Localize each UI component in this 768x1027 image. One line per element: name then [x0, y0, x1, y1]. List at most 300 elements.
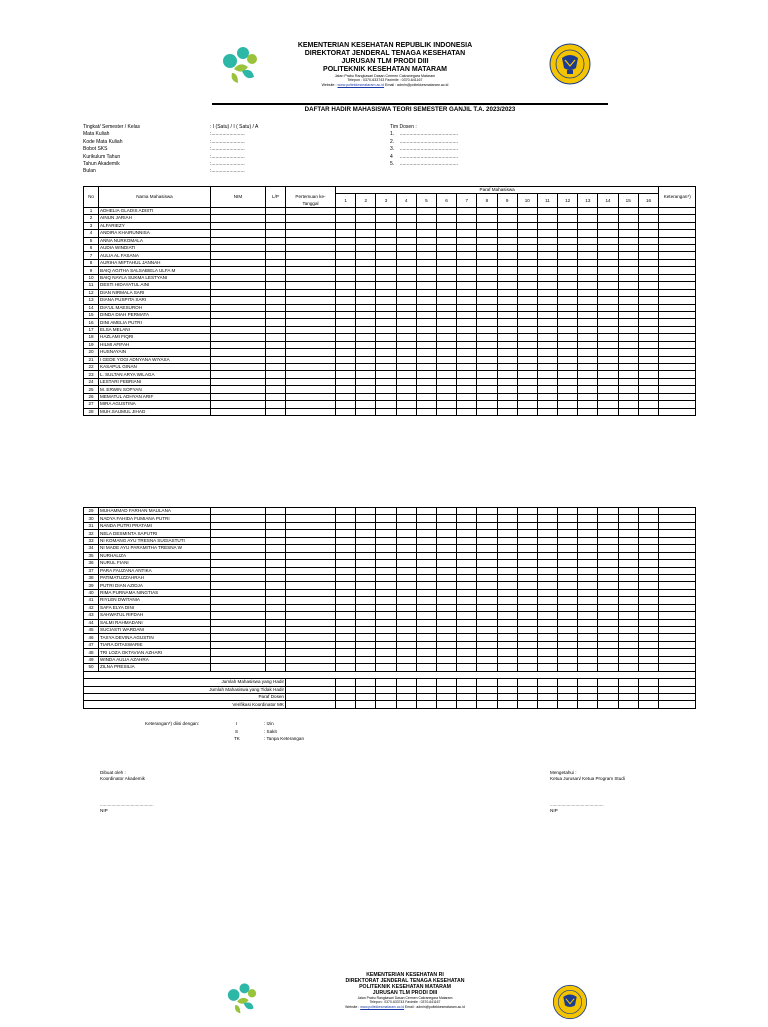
- paraf-cell: [477, 319, 497, 326]
- summary-cell: [376, 693, 396, 700]
- paraf-cell: [356, 522, 376, 529]
- summary-cell: [517, 686, 537, 693]
- meeting-number: 9: [497, 194, 517, 207]
- paraf-cell: [558, 259, 578, 266]
- paraf-cell: [618, 364, 638, 371]
- student-name: DIANA PUSPITA SARI: [99, 297, 211, 304]
- paraf-cell: [356, 634, 376, 641]
- gender-cell: [266, 319, 286, 326]
- summary-cell: [356, 693, 376, 700]
- paraf-cell: [457, 378, 477, 385]
- paraf-cell: [537, 356, 557, 363]
- paraf-cell: [376, 597, 396, 604]
- paraf-cell: [336, 560, 356, 567]
- paraf-cell: [396, 356, 416, 363]
- nim-cell: [211, 222, 266, 229]
- summary-cell: [436, 686, 456, 693]
- paraf-cell: [336, 371, 356, 378]
- gender-cell: [266, 349, 286, 356]
- paraf-cell: [356, 371, 376, 378]
- paraf-cell: [537, 349, 557, 356]
- paraf-cell: [416, 304, 436, 311]
- summary-cell: [578, 686, 598, 693]
- date-cell: [286, 530, 336, 537]
- paraf-cell: [477, 215, 497, 222]
- paraf-cell: [537, 207, 557, 214]
- paraf-cell: [396, 582, 416, 589]
- student-no: 28: [84, 408, 99, 415]
- summary-cell: [558, 686, 578, 693]
- table-row: [84, 349, 696, 356]
- paraf-cell: [336, 552, 356, 559]
- paraf-cell: [517, 530, 537, 537]
- paraf-cell: [638, 341, 658, 348]
- paraf-cell: [336, 267, 356, 274]
- paraf-cell: [598, 311, 618, 318]
- keterangan-cell: [659, 252, 696, 259]
- paraf-cell: [618, 574, 638, 581]
- paraf-cell: [336, 537, 356, 544]
- paraf-cell: [638, 537, 658, 544]
- paraf-cell: [477, 508, 497, 515]
- paraf-cell: [416, 245, 436, 252]
- student-no: 45: [84, 627, 99, 634]
- student-no: 4: [84, 230, 99, 237]
- paraf-cell: [537, 252, 557, 259]
- summary-cell: [477, 701, 497, 708]
- table-row: [84, 515, 696, 522]
- paraf-cell: [396, 297, 416, 304]
- paraf-cell: [638, 274, 658, 281]
- paraf-cell: [537, 537, 557, 544]
- paraf-cell: [517, 371, 537, 378]
- paraf-cell: [598, 649, 618, 656]
- student-no: 44: [84, 619, 99, 626]
- paraf-cell: [618, 530, 638, 537]
- paraf-cell: [638, 612, 658, 619]
- paraf-cell: [416, 574, 436, 581]
- paraf-cell: [376, 252, 396, 259]
- student-no: 8: [84, 259, 99, 266]
- student-name: DINI AMELIA PUTRI: [99, 319, 211, 326]
- paraf-cell: [436, 259, 456, 266]
- date-cell: [286, 237, 336, 244]
- nim-cell: [211, 252, 266, 259]
- attendance-table-page1: [83, 186, 696, 416]
- student-name: DIAN NIRMALA SARI: [99, 289, 211, 296]
- paraf-cell: [396, 259, 416, 266]
- paraf-cell: [618, 282, 638, 289]
- date-cell: [286, 537, 336, 544]
- paraf-cell: [598, 222, 618, 229]
- paraf-cell: [457, 341, 477, 348]
- paraf-cell: [638, 334, 658, 341]
- paraf-cell: [598, 245, 618, 252]
- paraf-cell: [618, 297, 638, 304]
- paraf-cell: [638, 378, 658, 385]
- paraf-cell: [598, 604, 618, 611]
- meta-labels: [83, 124, 140, 176]
- paraf-cell: [497, 259, 517, 266]
- gender-cell: [266, 267, 286, 274]
- date-cell: [286, 515, 336, 522]
- keterangan-cell: [659, 207, 696, 214]
- paraf-cell: [517, 582, 537, 589]
- paraf-cell: [436, 297, 456, 304]
- footer-address: Jalan Prabu Rangkasari Dasan Cermen Cakranegara Mataram: [357, 996, 453, 1000]
- paraf-cell: [598, 408, 618, 415]
- paraf-cell: [416, 326, 436, 333]
- paraf-cell: [638, 393, 658, 400]
- attendance-table-page2: [83, 507, 696, 709]
- footer-line1: KEMENTERIAN KESEHATAN RI: [366, 972, 444, 978]
- paraf-cell: [477, 378, 497, 385]
- paraf-cell: [416, 349, 436, 356]
- keterangan-cell: [659, 530, 696, 537]
- meeting-number: 8: [477, 194, 497, 207]
- paraf-cell: [497, 289, 517, 296]
- gender-cell: [266, 522, 286, 529]
- paraf-cell: [638, 230, 658, 237]
- tim-line: ..........................................: [399, 161, 459, 168]
- gender-cell: [266, 515, 286, 522]
- table-row: [84, 230, 696, 237]
- nim-cell: [211, 326, 266, 333]
- student-name: SAHWATUL RIFDAH: [99, 612, 211, 619]
- paraf-cell: [638, 627, 658, 634]
- paraf-cell: [598, 378, 618, 385]
- paraf-cell: [517, 326, 537, 333]
- table-row: [84, 319, 696, 326]
- paraf-cell: [598, 274, 618, 281]
- meta-value: : I (Satu) / I ( Satu) / A: [210, 124, 259, 130]
- paraf-cell: [477, 274, 497, 281]
- paraf-cell: [598, 597, 618, 604]
- summary-cell: [436, 693, 456, 700]
- summary-cell: [457, 693, 477, 700]
- paraf-cell: [336, 612, 356, 619]
- student-name: NI MADE AYU PARAMITHA TRESNA W: [99, 545, 211, 552]
- paraf-cell: [497, 274, 517, 281]
- paraf-cell: [477, 282, 497, 289]
- paraf-cell: [638, 356, 658, 363]
- nim-cell: [211, 408, 266, 415]
- paraf-cell: [598, 634, 618, 641]
- student-name: PUTRI DIAN AZIDJA: [99, 582, 211, 589]
- student-name: MIRA AGUSTINA: [99, 401, 211, 408]
- paraf-cell: [416, 364, 436, 371]
- paraf-cell: [618, 567, 638, 574]
- student-name: KASAPUL GINAN: [99, 364, 211, 371]
- gender-cell: [266, 560, 286, 567]
- paraf-cell: [598, 356, 618, 363]
- paraf-cell: [558, 612, 578, 619]
- paraf-cell: [376, 222, 396, 229]
- paraf-cell: [336, 378, 356, 385]
- paraf-cell: [598, 537, 618, 544]
- paraf-cell: [336, 393, 356, 400]
- paraf-cell: [396, 364, 416, 371]
- summary-cell: [618, 679, 638, 686]
- paraf-cell: [396, 589, 416, 596]
- paraf-cell: [376, 612, 396, 619]
- gender-cell: [266, 664, 286, 671]
- footer-website-link[interactable]: www.poltekkesmataram.ac.id: [360, 1004, 405, 1009]
- date-cell: [286, 408, 336, 415]
- nim-cell: [211, 304, 266, 311]
- paraf-cell: [396, 664, 416, 671]
- paraf-cell: [416, 664, 436, 671]
- paraf-cell: [376, 401, 396, 408]
- keterangan-cell: [659, 589, 696, 596]
- tim-line: ..........................................: [399, 153, 459, 160]
- table-row: [84, 567, 696, 574]
- paraf-cell: [436, 237, 456, 244]
- paraf-cell: [517, 304, 537, 311]
- paraf-cell: [517, 319, 537, 326]
- paraf-cell: [517, 282, 537, 289]
- paraf-cell: [356, 267, 376, 274]
- paraf-cell: [638, 545, 658, 552]
- paraf-cell: [376, 508, 396, 515]
- meeting-number: 5: [416, 194, 436, 207]
- student-no: 23: [84, 371, 99, 378]
- meeting-number: 2: [356, 194, 376, 207]
- paraf-cell: [396, 267, 416, 274]
- summary-cell: [638, 701, 658, 708]
- footer-block: [320, 972, 490, 1009]
- paraf-cell: [618, 215, 638, 222]
- gender-cell: [266, 627, 286, 634]
- paraf-cell: [376, 289, 396, 296]
- paraf-cell: [416, 401, 436, 408]
- summary-cell: [286, 679, 336, 686]
- paraf-cell: [537, 386, 557, 393]
- date-cell: [286, 386, 336, 393]
- paraf-cell: [517, 393, 537, 400]
- paraf-cell: [578, 641, 598, 648]
- summary-cell: [618, 701, 638, 708]
- paraf-cell: [436, 408, 456, 415]
- paraf-cell: [578, 634, 598, 641]
- paraf-cell: [356, 567, 376, 574]
- paraf-cell: [578, 289, 598, 296]
- paraf-cell: [376, 641, 396, 648]
- paraf-cell: [457, 664, 477, 671]
- footer-phone: Telepon : 0370-633743 Faximile : 0370-641167: [369, 1000, 441, 1005]
- paraf-cell: [436, 589, 456, 596]
- nim-cell: [211, 589, 266, 596]
- footer-line2: DIREKTORAT JENDERAL TENAGA KESEHATAN: [345, 978, 465, 984]
- paraf-cell: [598, 619, 618, 626]
- paraf-cell: [416, 378, 436, 385]
- paraf-cell: [396, 530, 416, 537]
- gender-cell: [266, 649, 286, 656]
- table-row: [84, 304, 696, 311]
- paraf-cell: [497, 230, 517, 237]
- summary-cell: [286, 701, 336, 708]
- paraf-cell: [558, 245, 578, 252]
- paraf-cell: [336, 245, 356, 252]
- student-name: SALMI RAHMADANI: [99, 619, 211, 626]
- paraf-cell: [356, 364, 376, 371]
- paraf-cell: [336, 252, 356, 259]
- paraf-cell: [436, 649, 456, 656]
- sig-right-nip: NIP: [550, 808, 558, 813]
- table-row: [84, 508, 696, 515]
- footer-web-email: Website : www.poltekkesmataram.ac.id Email : admin@poltekkesmataram.ac.id: [345, 1004, 465, 1009]
- paraf-cell: [336, 582, 356, 589]
- paraf-cell: [376, 386, 396, 393]
- paraf-cell: [638, 508, 658, 515]
- student-no: 37: [84, 567, 99, 574]
- paraf-cell: [598, 259, 618, 266]
- sig-right-line: ..........................................: [550, 802, 604, 807]
- paraf-cell: [416, 634, 436, 641]
- paraf-cell: [517, 537, 537, 544]
- paraf-cell: [356, 641, 376, 648]
- paraf-cell: [336, 401, 356, 408]
- student-name: RIMA PURNAMA NINGTIAS: [99, 589, 211, 596]
- paraf-cell: [578, 326, 598, 333]
- keterangan-cell: [659, 582, 696, 589]
- paraf-cell: [396, 334, 416, 341]
- paraf-cell: [618, 289, 638, 296]
- paraf-cell: [598, 282, 618, 289]
- paraf-cell: [396, 408, 416, 415]
- paraf-cell: [396, 641, 416, 648]
- paraf-cell: [356, 393, 376, 400]
- paraf-cell: [336, 207, 356, 214]
- meta-label: Kode Mata Kuliah: [83, 138, 123, 145]
- paraf-cell: [578, 582, 598, 589]
- paraf-cell: [416, 222, 436, 229]
- paraf-cell: [436, 386, 456, 393]
- table-row: [84, 245, 696, 252]
- summary-cell: [376, 679, 396, 686]
- paraf-cell: [457, 222, 477, 229]
- paraf-cell: [356, 297, 376, 304]
- paraf-cell: [457, 393, 477, 400]
- paraf-cell: [416, 386, 436, 393]
- date-cell: [286, 222, 336, 229]
- paraf-cell: [537, 401, 557, 408]
- paraf-cell: [497, 237, 517, 244]
- summary-cell: [638, 679, 658, 686]
- paraf-cell: [578, 356, 598, 363]
- table-row: [84, 371, 696, 378]
- date-cell: [286, 612, 336, 619]
- paraf-cell: [336, 641, 356, 648]
- paraf-cell: [638, 222, 658, 229]
- paraf-cell: [537, 364, 557, 371]
- summary-cell: [396, 693, 416, 700]
- paraf-cell: [537, 574, 557, 581]
- header-website-link[interactable]: www.poltekkesmataram.ac.id: [337, 82, 385, 87]
- summary-cell: [659, 701, 696, 708]
- paraf-cell: [396, 574, 416, 581]
- keterangan-cell: [659, 378, 696, 385]
- paraf-cell: [618, 222, 638, 229]
- paraf-cell: [558, 311, 578, 318]
- paraf-cell: [477, 634, 497, 641]
- sig-left-role: Koordinator Akademik: [100, 776, 145, 781]
- student-name: NURHALIZA: [99, 552, 211, 559]
- keterangan-cell: [659, 612, 696, 619]
- paraf-cell: [376, 378, 396, 385]
- paraf-cell: [457, 230, 477, 237]
- paraf-cell: [416, 537, 436, 544]
- date-cell: [286, 604, 336, 611]
- paraf-cell: [436, 641, 456, 648]
- date-cell: [286, 656, 336, 663]
- paraf-cell: [356, 597, 376, 604]
- paraf-cell: [497, 664, 517, 671]
- paraf-cell: [537, 282, 557, 289]
- keterangan-cell: [659, 537, 696, 544]
- paraf-cell: [336, 326, 356, 333]
- paraf-cell: [416, 341, 436, 348]
- paraf-cell: [618, 237, 638, 244]
- paraf-cell: [578, 560, 598, 567]
- paraf-cell: [396, 304, 416, 311]
- gender-cell: [266, 311, 286, 318]
- paraf-cell: [517, 364, 537, 371]
- paraf-cell: [396, 649, 416, 656]
- summary-cell: [376, 686, 396, 693]
- date-cell: [286, 619, 336, 626]
- student-no: 3: [84, 222, 99, 229]
- nim-cell: [211, 289, 266, 296]
- table-row: [84, 311, 696, 318]
- table-row: [84, 664, 696, 671]
- nim-cell: [211, 582, 266, 589]
- paraf-cell: [497, 560, 517, 567]
- summary-cell: [517, 679, 537, 686]
- paraf-cell: [537, 641, 557, 648]
- paraf-cell: [558, 215, 578, 222]
- table-row: [84, 604, 696, 611]
- paraf-cell: [638, 297, 658, 304]
- paraf-cell: [477, 641, 497, 648]
- student-no: 46: [84, 634, 99, 641]
- paraf-cell: [336, 634, 356, 641]
- date-cell: [286, 207, 336, 214]
- paraf-cell: [517, 560, 537, 567]
- paraf-cell: [517, 664, 537, 671]
- gender-cell: [266, 574, 286, 581]
- student-name: LESTARI FEBRIANI: [99, 378, 211, 385]
- tim-line: ..........................................: [399, 131, 459, 138]
- paraf-cell: [376, 326, 396, 333]
- paraf-cell: [618, 326, 638, 333]
- paraf-cell: [618, 664, 638, 671]
- table-row: [84, 274, 696, 281]
- summary-cell: [598, 686, 618, 693]
- paraf-cell: [638, 237, 658, 244]
- paraf-cell: [376, 515, 396, 522]
- meta-value: :........................: [210, 146, 245, 153]
- paraf-cell: [497, 619, 517, 626]
- paraf-cell: [376, 627, 396, 634]
- paraf-cell: [436, 574, 456, 581]
- paraf-cell: [416, 612, 436, 619]
- summary-cell: [638, 686, 658, 693]
- paraf-cell: [336, 515, 356, 522]
- paraf-cell: [356, 326, 376, 333]
- paraf-cell: [598, 237, 618, 244]
- paraf-cell: [336, 304, 356, 311]
